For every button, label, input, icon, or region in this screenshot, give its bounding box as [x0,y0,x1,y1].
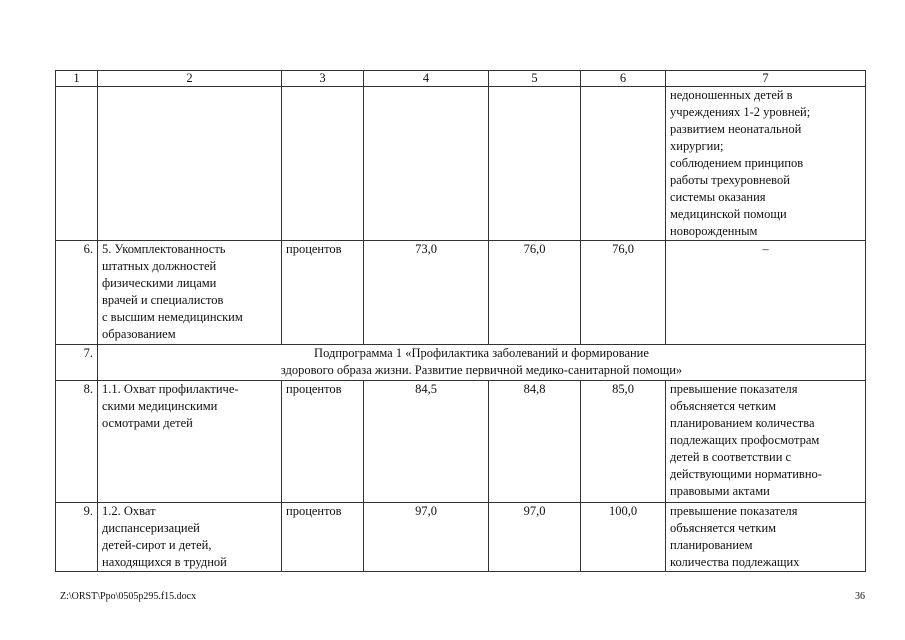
value-cell: 76,0 [581,241,666,345]
comment-cell: – [666,241,866,345]
header-cell: 7 [666,71,866,87]
value-cell: 85,0 [581,381,666,503]
header-cell: 2 [98,71,282,87]
header-cell: 1 [56,71,98,87]
unit-cell: процентов [282,381,364,503]
section-row [56,345,866,381]
row-number [56,87,98,241]
value-cell: 97,0 [364,503,489,572]
table-row [56,503,866,572]
table-header-row [56,71,866,87]
table-row [56,241,866,345]
comment-cell: превышение показателя объясняется четким планированием количества подлежащих [666,503,866,572]
comment-cell: недоношенных детей в учреждениях 1-2 уровней; развитием неонатальной хирургии; соблюдением принципов работы трехуровневой системы оказания медицинской помощи новорожденным [666,87,866,241]
value-cell: 73,0 [364,241,489,345]
indicator-name [98,87,282,241]
value-cell: 100,0 [581,503,666,572]
value-cell: 97,0 [489,503,581,572]
value-cell [489,87,581,241]
row-number: 9. [56,503,98,572]
value-cell: 76,0 [489,241,581,345]
value-cell: 84,5 [364,381,489,503]
table-row [56,381,866,503]
document-path: Z:\ORST\Ppo\0505p295.f15.docx [60,591,197,602]
value-cell: 84,8 [489,381,581,503]
header-cell: 5 [489,71,581,87]
table-row [56,87,866,241]
section-title: Подпрограмма 1 «Профилактика заболеваний и формирование здорового образа жизни. Развитие первичной медико-санитарной помощи» [98,345,866,381]
value-cell [364,87,489,241]
indicator-name: 1.2. Охват диспансеризацией детей-сирот и детей, находящихся в трудной [98,503,282,572]
page-number: 36 [855,591,865,602]
indicator-name: 5. Укомплектованность штатных должностей физическими лицами врачей и специалистов с высшим немедицинским образованием [98,241,282,345]
row-number: 8. [56,381,98,503]
report-table [55,70,866,572]
unit-cell: процентов [282,503,364,572]
row-number: 7. [56,345,98,381]
indicator-name: 1.1. Охват профилактиче- скими медицинскими осмотрами детей [98,381,282,503]
value-cell [581,87,666,241]
header-cell: 6 [581,71,666,87]
header-cell: 4 [364,71,489,87]
header-cell: 3 [282,71,364,87]
comment-cell: превышение показателя объясняется четким планированием количества подлежащих профосмотрам детей в соответствии с действующими нормативно- правовыми актами [666,381,866,503]
unit-cell [282,87,364,241]
unit-cell: процентов [282,241,364,345]
row-number: 6. [56,241,98,345]
